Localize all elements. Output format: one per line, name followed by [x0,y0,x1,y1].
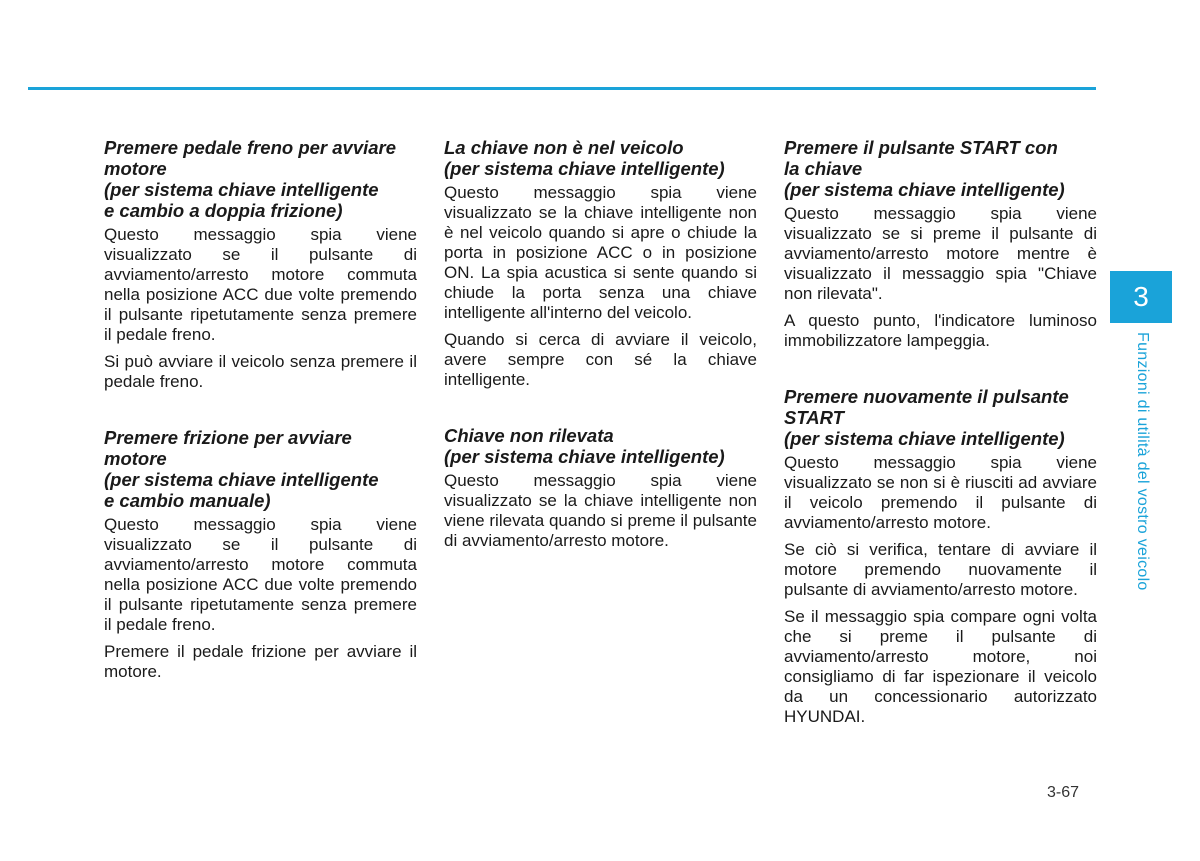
paragraph: Se il messaggio spia compare ogni volta che si preme il pulsante di avviamento/arresto motore, noi consigliamo di far ispezionare il veicolo da un concessionario autorizzato HYUNDAI. [784,607,1097,726]
page-number: 3-67 [1047,784,1080,801]
section-heading: La chiave non è nel veicolo (per sistema chiave intelligente) [444,137,725,179]
paragraph: Questo messaggio spia viene visualizzato se la chiave intelligente non è nel veicolo quando si apre o chiude la porta in posizione ACC o in posizione ON. La spia acustica si sente quando si chiude la porta senza una chiave intelligente all'interno del veicolo. [444,183,757,322]
section-gap [784,358,1097,386]
paragraph: A questo punto, l'indicatore luminoso immobilizzatore lampeggia. [784,311,1097,350]
paragraph: Questo messaggio spia viene visualizzato se il pulsante di avviamento/arresto motore commuta nella posizione ACC due volte premendo il pulsante ripetutamente senza premere il pedale freno. [104,515,417,634]
header-rule [28,87,1096,90]
paragraph: Questo messaggio spia viene visualizzato se il pulsante di avviamento/arresto motore commuta nella posizione ACC due volte premendo il pulsante ripetutamente senza premere il pedale freno. [104,225,417,344]
paragraph: Si può avviare il veicolo senza premere il pedale freno. [104,352,417,391]
section-gap [444,397,757,425]
chapter-tab: 3 [1110,271,1172,323]
section-heading: Premere pedale freno per avviare motore (per sistema chiave intelligente e cambio a doppia frizione) [104,137,397,221]
paragraph: Se ciò si verifica, tentare di avviare il motore premendo nuovamente il pulsante di avviamento/arresto motore. [784,540,1097,599]
section-gap [104,399,417,427]
section-heading: Premere frizione per avviare motore (per sistema chiave intelligente e cambio manuale) [104,427,379,511]
paragraph: Questo messaggio spia viene visualizzato se si preme il pulsante di avviamento/arresto motore mentre è visualizzato il messaggio spia "Chiave non rilevata". [784,204,1097,303]
chapter-title: Funzioni di utilità del vostro veicolo [1134,332,1151,591]
paragraph: Premere il pedale frizione per avviare il motore. [104,642,417,681]
column-2 [444,137,757,558]
column-3 [784,137,1097,734]
paragraph: Questo messaggio spia viene visualizzato se non si è riusciti ad avviare il veicolo premendo il pulsante di avviamento/arresto motore. [784,453,1097,532]
section-heading: Premere nuovamente il pulsante START (per sistema chiave intelligente) [784,386,1069,449]
column-1 [104,137,417,689]
section-heading: Chiave non rilevata (per sistema chiave intelligente) [444,425,725,467]
section-heading: Premere il pulsante START con la chiave (per sistema chiave intelligente) [784,137,1065,200]
paragraph: Quando si cerca di avviare il veicolo, avere sempre con sé la chiave intelligente. [444,330,757,389]
paragraph: Questo messaggio spia viene visualizzato se la chiave intelligente non viene rilevata quando si preme il pulsante di avviamento/arresto motore. [444,471,757,550]
